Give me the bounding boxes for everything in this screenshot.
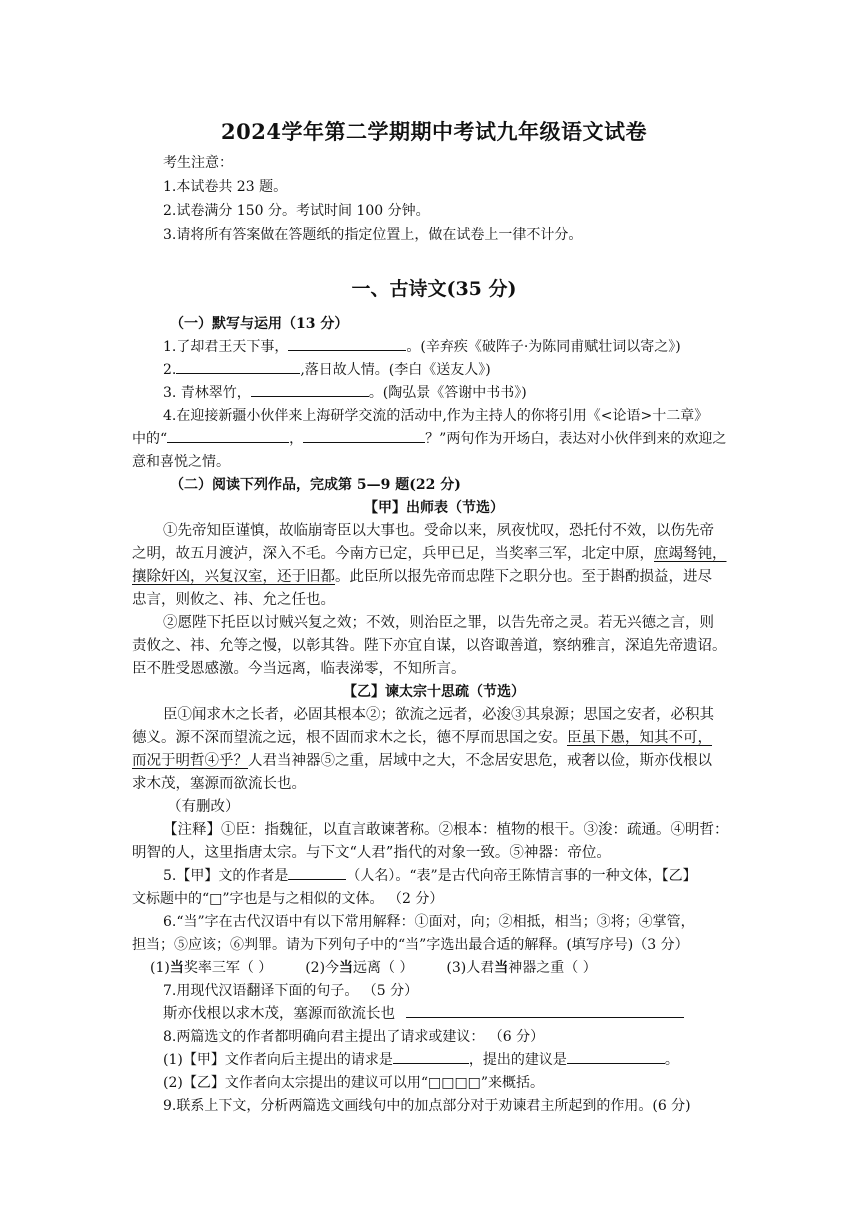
question-4-line-2: 中的“ ， ？”两句作为开场白，表达对小伙伴到来的欢迎之 [132, 428, 726, 450]
question-4-line-1: 4.在迎接新疆小伙伴来上海研学交流的活动中,作为主持人的你将引用《<论语>十二章》 [163, 408, 709, 424]
annotation-line-2: 明智的人，这里指唐太宗。与下文“人君”指代的对象一致。⑤神器：帝位。 [132, 845, 611, 861]
question-8-line-1: 8.两篇选文的作者都明确向君主提出了请求或建议： （6 分） [163, 1029, 545, 1045]
passage-jia-p2-line-2: 责攸之、祎、允等之慢，以彰其咎。陛下亦宜自谋，以咨诹善道，察纳雅言，深追先帝遗诏。 [132, 638, 727, 654]
underlined-sentence: 而况于明哲④乎？ [132, 753, 248, 769]
part1-heading: （一）默写与运用（13 分） [170, 316, 349, 332]
passage-yi-line-3: 而况于明哲④乎？人君当神器⑤之重，居域中之大，不念居安思危，戒奢以俭，斯亦伐根以 [132, 753, 712, 769]
question-7-line-1: 7.用现代汉语翻译下面的句子。 （5 分） [163, 983, 419, 999]
section-heading-ancient-poetry: 一、古诗文(35 分) [351, 278, 517, 300]
part2-heading: （二）阅读下列作品，完成第 5—9 题(22 分) [170, 477, 461, 493]
page-title: 2024学年第二学期期中考试九年级语文试卷 [221, 119, 647, 144]
question-6-item-3[interactable]: (3)人君当神器之重（ ） [446, 960, 597, 976]
answer-blank[interactable] [176, 359, 300, 374]
underlined-sentence: 攘除奸凶，兴复汉室，还于旧都 [132, 569, 335, 585]
passage-jia-p1-line-4: 忠言，则攸之、祎、允之任也。 [132, 592, 335, 608]
question-2: 2. ,落日故人情。(李白《送友人》) [163, 359, 491, 381]
question-7-line-2: 斯亦伐根以求木茂，塞源而欲流长也 [163, 1003, 684, 1025]
passage-jia-p1-line-3: 攘除奸凶，兴复汉室，还于旧都。此臣所以报先帝而忠陛下之职分也。至于斟酌损益，进尽 [132, 569, 712, 585]
answer-blank[interactable] [288, 865, 346, 880]
question-6-items [150, 957, 597, 979]
underlined-sentence: 臣虽下愚，知其不可， [567, 730, 712, 746]
answer-blank[interactable] [251, 382, 369, 397]
passage-jia-p1-line-2: 之明，故五月渡泸，深入不毛。今南方已定，兵甲已足，当奖率三军，北定中原，庶竭驽钝， [132, 546, 727, 562]
passage-yi-line-1: 臣①闻求木之长者，必固其根本②；欲流之远者，必浚③其泉源；思国之安者，必积其 [163, 707, 714, 723]
source-note: （有删改） [167, 799, 240, 815]
question-9: 9.联系上下文，分析两篇选文画线句中的加点部分对于劝谏君主所起到的作用。(6 分) [163, 1098, 691, 1114]
answer-blank[interactable] [167, 428, 289, 443]
answer-blank[interactable] [288, 336, 406, 351]
notice-item-3: 3.请将所有答案做在答题纸的指定位置上，做在试卷上一律不计分。 [163, 227, 583, 243]
passage-yi-title: 【乙】谏太宗十思疏（节选） [343, 684, 525, 700]
passage-yi-line-2: 德义。源不深而望流之远，根不固而求木之长，德不厚而思国之安。臣虽下愚，知其不可， [132, 730, 712, 746]
annotation-line-1: 【注释】①臣：指魏征，以直言敢谏著称。②根本：植物的根干。③浚：疏通。④明哲： [163, 822, 729, 838]
answer-blank[interactable] [567, 1049, 665, 1064]
question-6-item-2[interactable]: (2)今当远离（ ） [305, 960, 414, 976]
question-6-item-1[interactable]: (1)当奖率三军（ ） [150, 960, 273, 976]
question-6-line-1: 6.“当”字在古代汉语中有以下常用解释：①面对，向；②相抵，相当；③将；④掌管， [163, 914, 695, 930]
question-5-line-1: 5.【甲】文的作者是 （人名）。“表”是古代向帝王陈情言事的一种文体，【乙】 [163, 865, 697, 887]
notice-item-1: 1.本试卷共 23 题。 [163, 179, 288, 195]
question-4-line-3: 意和喜悦之情。 [132, 454, 230, 470]
question-8-line-2: (1)【甲】文作者向后主提出的请求是 ，提出的建议是 。 [163, 1049, 679, 1071]
question-3: 3. 青林翠竹， 。(陶弘景《答谢中书书》) [163, 382, 527, 404]
question-5-line-2: 文标题中的“□”字也是与之相似的文体。 （2 分） [132, 891, 444, 907]
passage-jia-p2-line-3: 臣不胜受恩感激。今当远离，临表涕零，不知所言。 [132, 661, 466, 677]
underlined-sentence: 庶竭驽钝， [654, 546, 727, 562]
passage-yi-line-4: 求木茂，塞源而欲流长也。 [132, 776, 306, 792]
question-6-line-2: 担当；⑤应该；⑥判罪。请为下列句子中的“当”字选出最合适的解释。(填写序号)（3 分） [132, 937, 689, 953]
notice-heading: 考生注意： [163, 155, 233, 171]
answer-blank[interactable] [406, 1003, 684, 1018]
question-8-line-3: (2)【乙】文作者向太宗提出的建议可以用“□□□□”来概括。 [163, 1075, 545, 1091]
notice-item-2: 2.试卷满分 150 分。考试时间 100 分钟。 [163, 203, 430, 219]
passage-jia-p1-line-1: ①先帝知臣谨慎，故临崩寄臣以大事也。受命以来，夙夜忧叹，恐托付不效，以伤先帝 [163, 523, 714, 539]
question-1: 1.了却君王天下事， 。(辛弃疾《破阵子·为陈同甫赋壮词以寄之》) [163, 336, 681, 358]
passage-jia-p2-line-1: ②愿陛下托臣以讨贼兴复之效；不效，则治臣之罪，以告先帝之灵。若无兴德之言，则 [163, 615, 714, 631]
answer-blank[interactable] [303, 428, 425, 443]
passage-jia-title: 【甲】出师表（节选） [364, 500, 504, 516]
answer-blank[interactable] [393, 1049, 469, 1064]
